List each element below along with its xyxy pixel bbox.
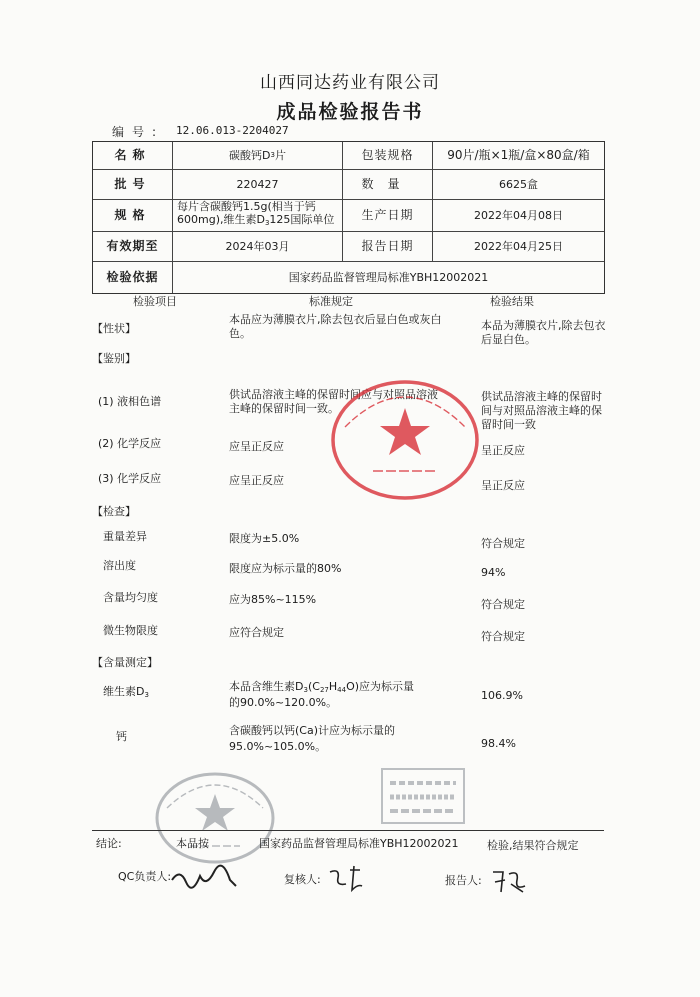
basis-label: 检验依据 <box>106 270 159 284</box>
weight-result: 符合规定 <box>481 537 525 550</box>
dissolution-item: 溶出度 <box>103 559 136 572</box>
uniformity-item: 含量均匀度 <box>103 591 158 604</box>
qty-value: 6625盒 <box>499 178 538 191</box>
report-date-label: 报告日期 <box>361 239 414 253</box>
company-name: 山西同达药业有限公司 <box>260 73 440 93</box>
character-result: 本品为薄膜衣片,除去包衣后显白色。 <box>481 319 606 346</box>
conclusion-label: 结论: <box>96 837 122 850</box>
chem2-standard: 应呈正反应 <box>229 440 284 453</box>
microbial-item: 微生物限度 <box>103 624 158 637</box>
vitd-result: 106.9% <box>481 689 523 702</box>
chem3-item: (3) 化学反应 <box>98 472 162 485</box>
weight-standard: 限度为±5.0% <box>229 532 300 545</box>
reporter-signature <box>489 866 529 896</box>
prod-date-label: 生产日期 <box>361 208 414 222</box>
pack-value: 90片/瓶×1瓶/盒×80盒/箱 <box>447 148 590 162</box>
reviewer-signature <box>326 864 366 894</box>
col-result-header: 检验结果 <box>490 295 534 308</box>
dissolution-result: 94% <box>481 566 506 579</box>
hplc-standard: 供试品溶液主峰的保留时间应与对照品溶液主峰的保留时间一致。 <box>229 388 438 415</box>
spec-line-1: 每片含碳酸钙1.5g(相当于钙 <box>177 200 316 213</box>
qc-signature <box>168 862 240 892</box>
chem2-result: 呈正反应 <box>481 444 525 457</box>
col-item-header: 检验项目 <box>133 295 177 308</box>
report-code-label: 编号: <box>112 125 165 139</box>
section-character: 【性状】 <box>92 322 136 335</box>
calcium-standard-line-1: 含碳酸钙以钙(Ca)计应为标示量的 <box>229 724 396 737</box>
conclusion-text-c: 检验,结果符合规定 <box>487 839 579 852</box>
section-assay: 【含量测定】 <box>92 656 158 669</box>
calcium-result: 98.4% <box>481 737 516 750</box>
expiry-value: 2024年03月 <box>225 240 290 253</box>
chem3-standard: 应呈正反应 <box>229 474 284 487</box>
section-identification: 【鉴别】 <box>92 352 136 365</box>
report-code-value: 12.06.013-2204027 <box>176 124 289 137</box>
section-inspection: 【检查】 <box>92 505 136 518</box>
calcium-item: 钙 <box>116 730 127 743</box>
conclusion-divider <box>92 830 604 831</box>
quality-department-seal <box>325 375 485 505</box>
chem2-item: (2) 化学反应 <box>98 437 162 450</box>
reporter-label: 报告人: <box>445 874 482 887</box>
calcium-standard-line-2: 95.0%~105.0%。 <box>229 740 327 753</box>
col-standard-header: 标准规定 <box>309 295 353 308</box>
uniformity-result: 符合规定 <box>481 598 525 611</box>
conclusion-text-a: 本品按 <box>176 837 209 850</box>
prod-date-value: 2022年04月08日 <box>474 209 563 222</box>
product-name: 碳酸钙D 3 片 <box>229 149 286 162</box>
character-standard: 本品应为薄膜衣片,除去包衣后显白色或灰白色。 <box>229 313 442 340</box>
chem3-result: 呈正反应 <box>481 479 525 492</box>
grey-quality-seal <box>150 768 280 868</box>
vitd-item: 维生素$D_3$ <box>103 685 149 699</box>
batch-label: 批号 <box>114 177 151 191</box>
spec-line-2: 600mg),维生素$D_3125$国际单位 <box>177 213 335 227</box>
grey-stamp <box>378 765 468 827</box>
qc-label: QC负责人: <box>118 870 172 883</box>
expiry-label: 有效期至 <box>106 239 159 253</box>
product-info-table <box>92 141 605 294</box>
report-title: 成品检验报告书 <box>276 101 424 123</box>
reviewer-label: 复核人: <box>284 873 321 886</box>
name-label: 名称 <box>114 148 151 162</box>
basis-value: 国家药品监督管理局标准YBH12002021 <box>288 271 489 284</box>
dissolution-standard: 限度应为标示量的80% <box>229 562 342 575</box>
report-date-value: 2022年04月25日 <box>474 240 563 253</box>
microbial-result: 符合规定 <box>481 630 525 643</box>
spec-value <box>173 200 342 231</box>
pack-label: 包装规格 <box>361 148 414 162</box>
spec-label: 规格 <box>114 208 151 222</box>
weight-item: 重量差异 <box>103 530 147 543</box>
hplc-result: 供试品溶液主峰的保留时间与对照品溶液主峰的保留时间一致 <box>481 390 602 431</box>
microbial-standard: 应符合规定 <box>229 626 284 639</box>
vitd-standard-line-1: 本品含维生素$D_3(C_{27}H_{44}O)$应为标示量 <box>229 680 415 694</box>
conclusion-standard: 国家药品监督管理局标准YBH12002021 <box>259 837 459 850</box>
hplc-item: (1) 液相色谱 <box>98 395 162 408</box>
vitd-standard-line-2: 的90.0%~120.0%。 <box>229 696 338 709</box>
uniformity-standard: 应为85%~115% <box>229 593 317 606</box>
batch-value: 220427 <box>236 178 279 191</box>
qty-label: 数量 <box>361 177 414 191</box>
